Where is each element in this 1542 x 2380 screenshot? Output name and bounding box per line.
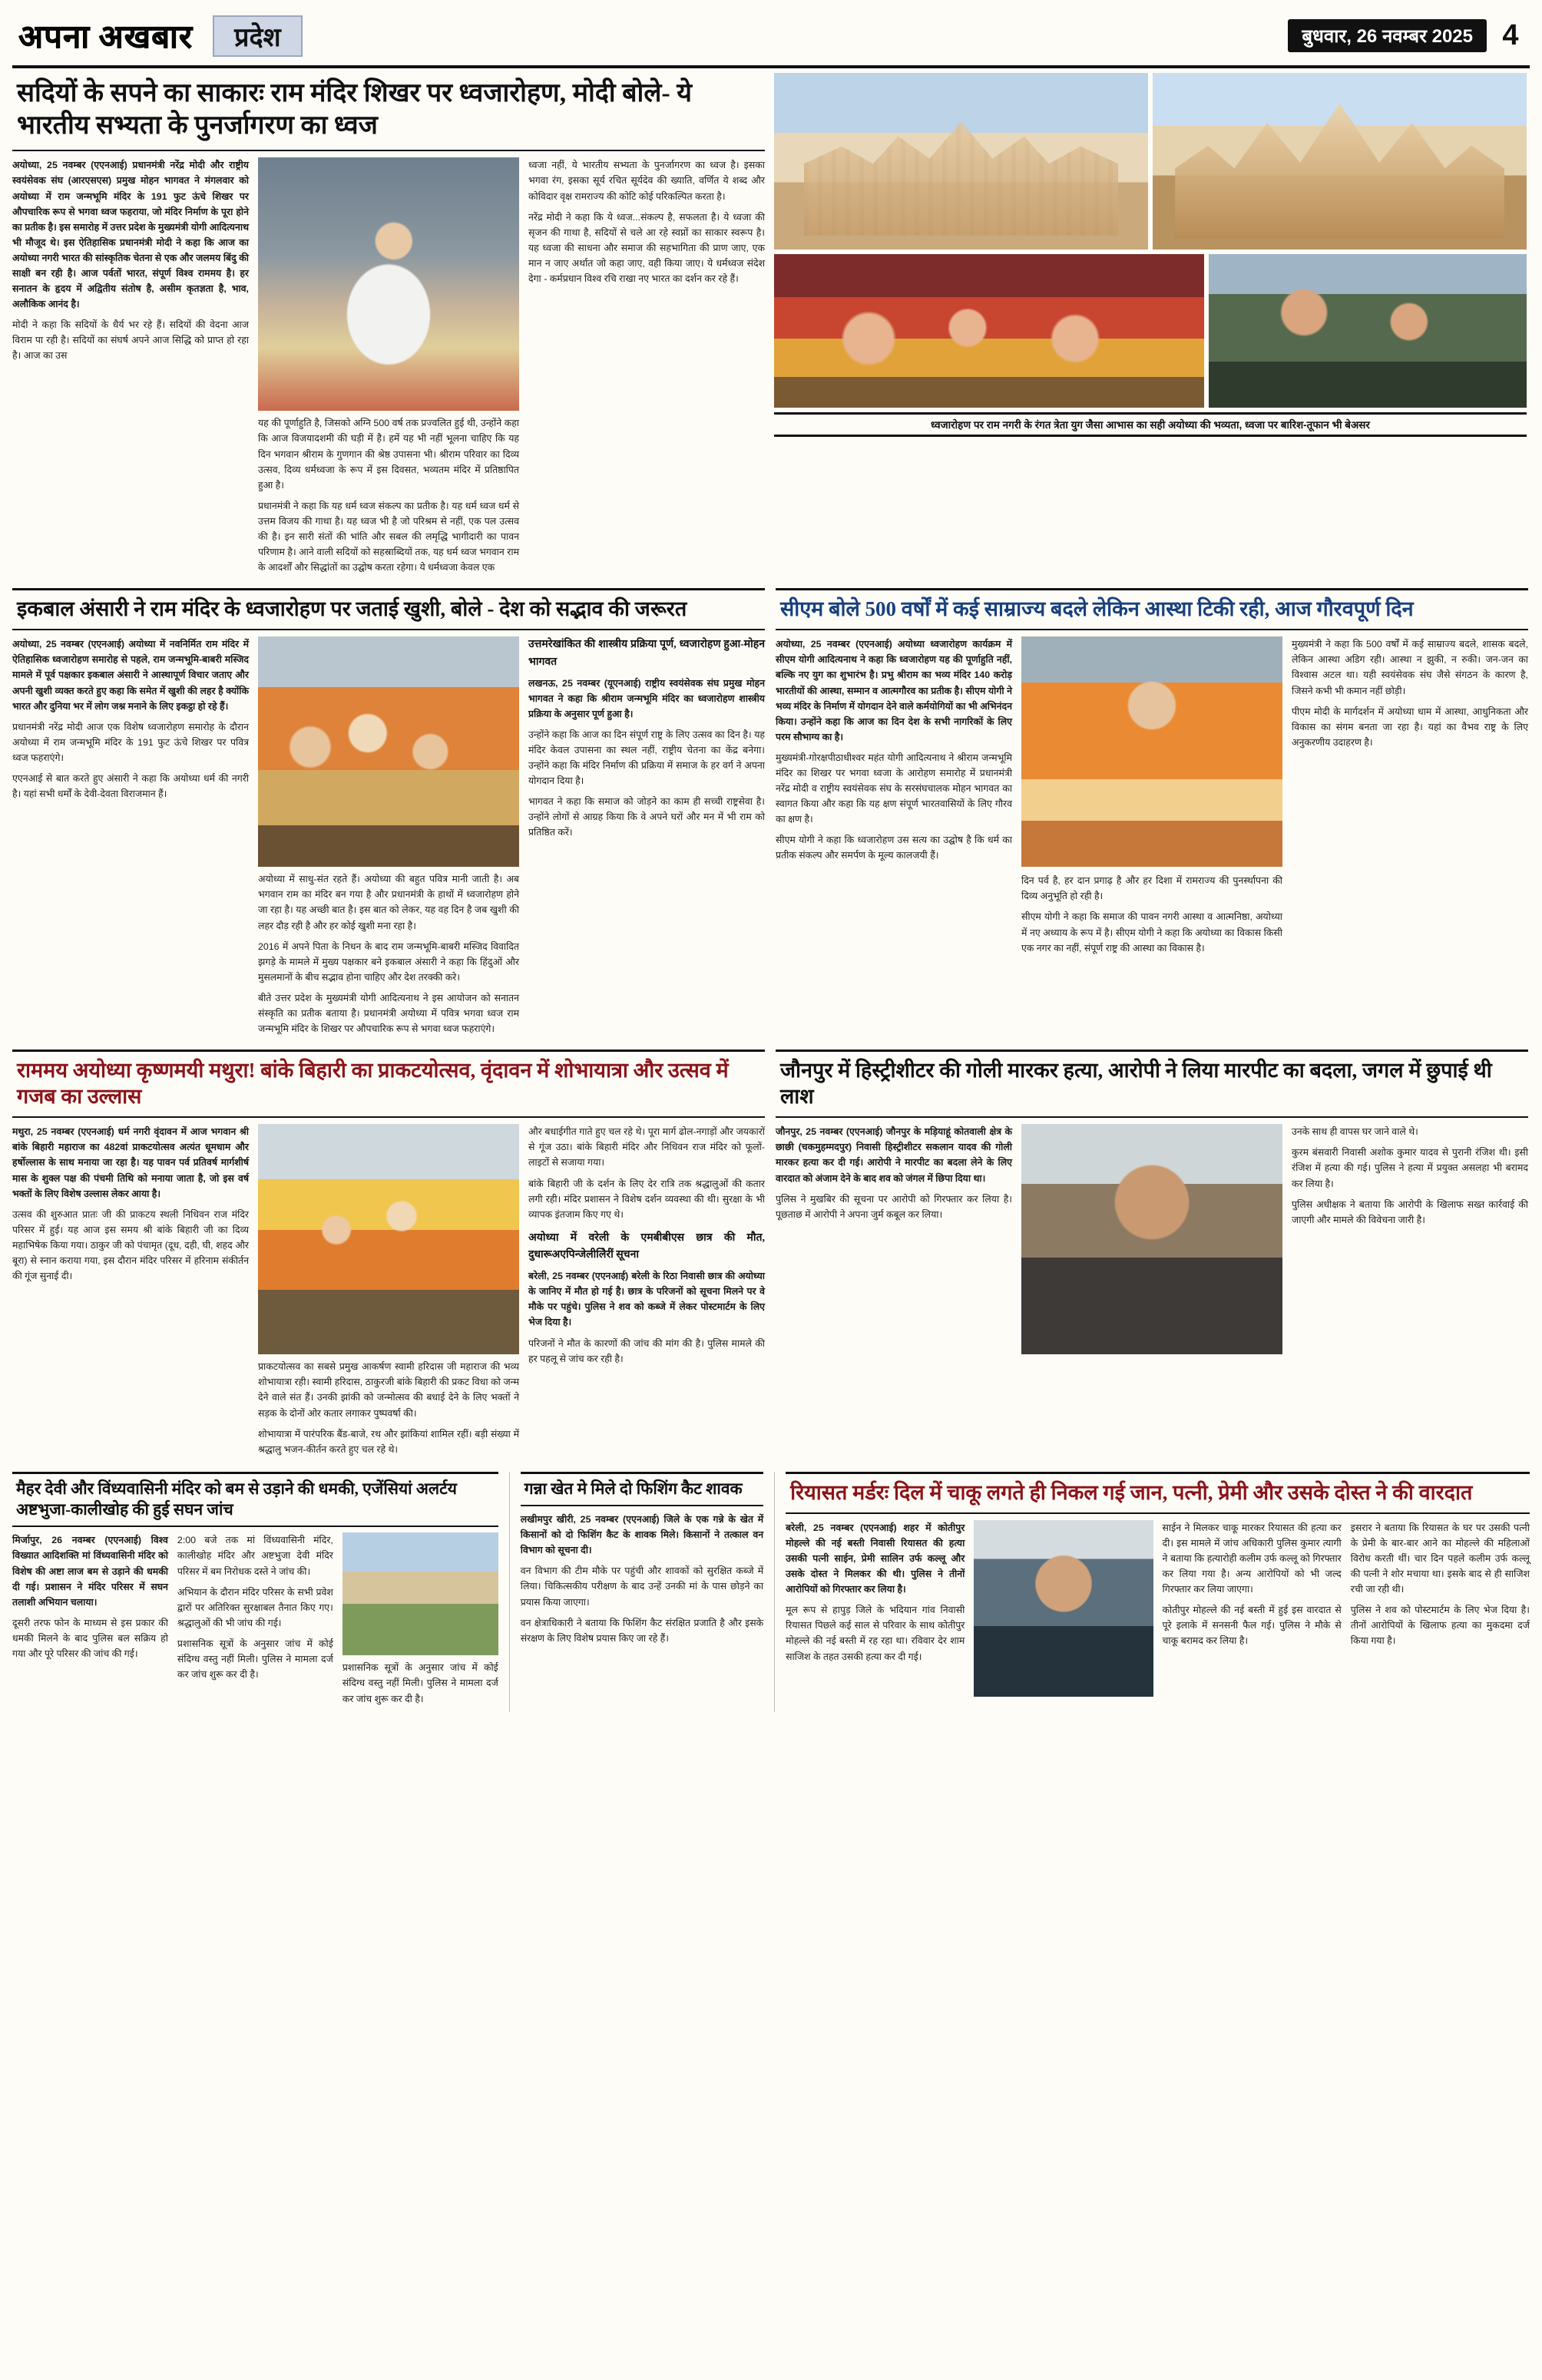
mathura-headline: राममय अयोध्या कृष्णमयी मथुरा! बांके बिहारी का प्राकटयोत्सव, वृंदावन में शोभायात्रा और उत्सव में गजब का उल्लास — [12, 1050, 765, 1118]
photo-grid-top — [774, 73, 1527, 250]
iqbal-headline: इकबाल अंसारी ने राम मंदिर के ध्वजारोहण पर जताई खुशी, बोले - देश को सद्भाव की जरूरत — [12, 588, 765, 630]
paragraph: 2:00 बजे तक मां विंध्यवासिनी मंदिर, कालीखोह मंदिर और अष्टभुजा देवी मंदिर परिसर में बम निरोधक दस्ते ने जांच की। — [177, 1535, 333, 1577]
masthead-left — [18, 14, 303, 58]
iqbal-columns — [12, 636, 765, 1042]
maihar-columns — [12, 1532, 498, 1711]
paragraph: और बधाईगीत गाते हुए चल रहे थे। पूरा मार्ग ढोल-नगाड़ों और जयकारों से गूंज उठा। बांके बिहारी मंदिर और निधिवन राज मंदिर को फूलों-लाइटों से सजाया गया। — [528, 1126, 765, 1169]
paragraph: यह की पूर्णाहुति है, जिसको अग्नि 500 वर्ष तक प्रज्वलित हुई थी, उन्होंने कहा कि आज विजयादशमी की घड़ी में है। हमें यह भी नहीं भूलना चाहिए कि यह दिन भगवान श्रीराम के गुणगान की श्रेष्ठ उपासना भी। श्रीराम परिवार का दिव्य उत्सव, दिव्य धर्मध्वजा के रूप में इस दिवसत, भव्यतम मंदिर में प्रतिष्ठापित हुआ है। — [258, 418, 519, 491]
paragraph: शोभायात्रा में पारंपरिक बैंड-बाजे, रथ और झांकियां शामिल रहीं। बड़ी संख्या में श्रद्धालु भजन-कीर्तन करते हुए चल रहे थे। — [258, 1428, 519, 1455]
paragraph: लखनऊ, 25 नवम्बर (यूएनआई) राष्ट्रीय स्वयंसेवक संघ प्रमुख मोहन भागवत ने कहा कि श्रीराम जन्मभूमि मंदिर का ध्वजारोहण शास्त्रीय प्रक्रिया के अनुसार पूर्ण हुआ है। — [528, 677, 765, 719]
paragraph: लखीमपुर खीरी, 25 नवम्बर (एएनआई) जिले के एक गन्ने के खेत में किसानों को दो फिशिंग कैट के शावक मिले। किसानों ने तत्काल वन विभाग को सूचना दी। — [520, 1514, 764, 1556]
paragraph: मूल रूप से हापुड़ जिले के भदियान गांव निवासी रियासत पिछले कई साल से परिवार के साथ कोतीपुर मोहल्ले की नई बस्ती में रह रहा था। रविवार देर शाम साजिश के तहत उसकी हत्या कर दी गई। — [786, 1605, 965, 1662]
paragraph: मोदी ने कहा कि सदियों के धैर्य भर रहे हैं। सदियों की वेदना आज विराम पा रही है। सदियों का संघर्ष अपने आज सिद्धि को प्राप्त हो रहा है। आज का उस — [12, 319, 249, 362]
paragraph: पीएम मोदी के मार्गदर्शन में अयोध्या धाम में आस्था, आधुनिकता और विकास का संगम बनता जा रहा है। यहां का वैभव राष्ट्र के लिए अनुकरणीय उदाहरण है। — [1292, 706, 1528, 748]
paragraph: प्रशासनिक सूत्रों के अनुसार जांच में कोई संदिग्ध वस्तु नहीं मिली। पुलिस ने मामला दर्ज कर जांच शुरू कर दी है। — [342, 1662, 498, 1704]
bareilly-subhead: अयोध्या में वरेली के एमबीबीएस छात्र की मौत, दुधारूअएपिन्जेलीलिेरीं सूचना — [528, 1231, 765, 1261]
top-story-text-block — [12, 73, 765, 580]
masthead — [12, 11, 1530, 68]
photo-vindhyavasini-temple — [342, 1532, 498, 1655]
column-divider — [509, 1472, 510, 1712]
cm-photo-caption — [1021, 867, 1282, 873]
top-story-columns — [12, 157, 765, 580]
second-band — [12, 588, 1530, 1042]
paragraph: बांके बिहारी जी के दर्शन के लिए देर रात्रि तक श्रद्धालुओं की कतार लगी रही। मंदिर प्रशासन ने विशेष दर्शन व्यवस्था की थी। सुरक्षा के भी व्यापक इंतजाम किए गए थे। — [528, 1178, 765, 1220]
maihar-photo-col — [342, 1532, 498, 1711]
paragraph: अयोध्या, 25 नवम्बर (एएनआई) अयोध्या ध्वजारोहण कार्यक्रम में सीएम योगी आदित्यनाथ ने कहा कि ध्वजारोहण यह की पूर्णाहुति नहीं, बल्कि नए युग का शुभारंभ है। प्रभु श्रीराम का भव्य मंदिर 140 करोड़ भारतीयों की आस्था, सम्मान व आत्मगौरव का प्रतीक है। सीएम योगी ने भव्य मंदिर के निर्माण में योगदान देने वाले कर्मयोगियों का भी अभिनंदन किया। उन्होंने कहा कि आज का दिन देश के सभी नागरिकों के लिए परम सौभाग्य का है। — [776, 639, 1012, 742]
top-story-col-1 — [12, 157, 249, 580]
photo-banke-bihari-procession — [258, 1124, 519, 1354]
mathura-columns — [12, 1124, 765, 1463]
paragraph: एएनआई से बात करते हुए अंसारी ने कहा कि अयोध्या धर्म की नगरी है। यहां सभी धर्मों के देवी-देवता विराजमान हैं। — [12, 773, 249, 800]
photo-pm-modi — [258, 157, 519, 411]
paragraph: वन क्षेत्राधिकारी ने बताया कि फिशिंग कैट संरक्षित प्रजाति है और इसके संरक्षण के लिए विशेष प्रयास किए जा रहे हैं। — [520, 1617, 764, 1644]
top-story — [12, 73, 1530, 580]
column-divider — [774, 1472, 775, 1712]
cm-story — [776, 588, 1528, 1042]
paragraph: उत्सव की शुरुआत प्रातः जी की प्राकटय स्थली निधिवन राज मंदिर परिसर में हुई। यह आज इस समय श्री बांके बिहारी जी का दिव्य महाभिषेक किया गया। ठाकुर जी को पंचामृत (दूध, दही, घी, शहद और बूरा) से स्नान कराया गया, इस दौरान मंदिर परिसर में हरिनाम संकीर्तन की गूंज सुनाई दी। — [12, 1208, 249, 1282]
top-story-headline: सदियों के सपने का साकारः राम मंदिर शिखर पर ध्वजारोहण, मोदी बोले- ये भारतीय सभ्यता के पुनर्जागरण का ध्वज — [12, 73, 765, 151]
top-story-caption: ध्वजारोहण पर राम नगरी के रंगत त्रेता युग जैसा आभास का सही अयोध्या की भव्यता, ध्वजा पर बारिश-तूफान भी बेअसर — [774, 412, 1527, 437]
top-story-col-3 — [528, 157, 765, 580]
paragraph: बीते उत्तर प्रदेश के मुख्यमंत्री योगी आदित्यनाथ ने इस आयोजन को सनातन संस्कृति का प्रतीक बताया है। प्रधानमंत्री अयोध्या में पवित्र भगवा ध्वज राम जन्मभूमि मंदिर के शिखर पर औपचारिक रूप से भगवा ध्वज फहराएंगे। — [258, 992, 519, 1035]
riyasat-photo-col — [974, 1520, 1153, 1697]
paragraph: प्रधानमंत्री ने कहा कि यह धर्म ध्वज संकल्प का प्रतीक है। यह धर्म ध्वज धर्म से उत्तम विजय की गाथा है। यह ध्वज भी है जो परिश्रम से नहीं, एक पल उत्सव की है। इन सारी संतों की भांति और सबल की लमृद्धि भागीदारी का पावन परिणाम है। आने वाली सदियों को सहस्राब्दियों तक, यह धर्म ध्वज भगवान राम के आदर्शों और सिद्धांतों का उद्घोष करता रहेगा। ये धर्मध्वजा केवल एक — [258, 500, 519, 574]
maihar-col-1 — [12, 1532, 168, 1711]
paragraph: परिजनों ने मौत के कारणों की जांच की मांग की है। पुलिस मामले की हर पहलू से जांच कर रही है। — [528, 1337, 765, 1364]
paragraph: दिन पर्व है, हर दान प्रगाढ़ है और हर दिशा में रामराज्य की पुनर्स्थापना की दिव्य अनुभूति हो रही है। — [1021, 875, 1282, 902]
paragraph: भागवत ने कहा कि समाज को जोड़ने का काम ही सच्ची राष्ट्रसेवा है। उन्होंने लोगों से आग्रह किया कि वे अपने घरों और मन में भी राम को प्रतिष्ठित करें। — [528, 796, 765, 838]
bottom-band — [12, 1472, 1530, 1712]
riyasat-col-2 — [1163, 1520, 1342, 1697]
paragraph: पुलिस ने मुखबिर की सूचना पर आरोपी को गिरफ्तार कर लिया है। पूछताछ में आरोपी ने अपना जुर्म कबूल कर लिया। — [776, 1193, 1012, 1220]
riyasat-headline: रियासत मर्डरः दिल में चाकू लगते ही निकल गई जान, पत्नी, प्रेमी और उसके दोस्त ने की वारदात — [786, 1472, 1530, 1514]
paragraph: प्रधानमंत्री नरेंद्र मोदी आज एक विशेष ध्वजारोहण समारोह के दौरान अयोध्या में राम जन्मभूमि मंदिर के 191 फुट ऊंचे शिखर पर पवित्र ध्वज फहराएंगे। — [12, 721, 249, 763]
iqbal-story — [12, 588, 765, 1042]
maihar-headline: मैहर देवी और विंध्यवासिनी मंदिर को बम से उड़ाने की धमकी, एजेंसियां अलर्टय अष्टभुजा-कालीखोह की हुई सघन जांच — [12, 1472, 498, 1528]
paragraph: ध्वजा नहीं, ये भारतीय सभ्यता के पुनर्जागरण का ध्वज है। इसका भगवा रंग, इसका सूर्य रचित सूर्यदेव की ख्याति, वर्णित ये शब्द और कोविदार वृक्ष रामराज्य की कोटि कोई परिकल्पित करता है। — [528, 160, 765, 202]
paragraph: नरेंद्र मोदी ने कहा कि ये ध्वज...संकल्प है, सफलता है। ये ध्वजा की सृजन की गाथा है, सदियों से चले आ रहे स्वप्नों का साकार स्वरूप है। यह ध्वजा की साधना और समाज की सहभागिता की प्राण जाए, एक मान न जाए अर्थात जो कहा जाए, वही किया जाए। ये धर्मध्वज संदेश देगा - कर्मप्रधान विश्व रचि राखा नए भारत का दर्शन कर रहे हैं। — [528, 211, 765, 284]
photo-accused-riyasat-case — [974, 1520, 1153, 1697]
top-story-photo-block — [774, 73, 1527, 580]
iqbal-col-1 — [12, 636, 249, 1042]
mathura-photo-block — [258, 1124, 519, 1463]
masthead-right — [1288, 19, 1524, 52]
paragraph: मुख्यमंत्री-गोरक्षपीठाधीश्वर महंत योगी आदित्यनाथ ने श्रीराम जन्मभूमि मंदिर का शिखर पर भगवा ध्वजा के आरोहण समारोह में प्रधानमंत्री नरेंद्र मोदी व राष्ट्रीय स्वयंसेवक संघ के सरसंघचालक मोहन भागवत का स्वागत किया और कहा कि यह क्षण संपूर्ण भारतवासियों के लिए गौरव का क्षण है। — [776, 752, 1012, 825]
photo-cultural-program — [774, 254, 1204, 408]
photo-security-personnel — [1209, 254, 1527, 408]
riyasat-story — [786, 1472, 1530, 1712]
paper-name: अपना अखबार — [18, 20, 194, 55]
iqbal-col-3 — [528, 636, 765, 1042]
riyasat-columns — [786, 1520, 1530, 1697]
jaunpur-col-3 — [1292, 1124, 1528, 1354]
paragraph: मिर्जापुर, 26 नवम्बर (एएनआई) विश्व विख्यात आदिशक्ति मां विंध्यवासिनी मंदिर को विशेष की अष्टा लाज बम से उड़ाने की धमकी दी गई। प्रशासन ने मंदिर परिसर में सघन तलाशी अभियान चलाया। — [12, 1535, 168, 1608]
photo-grid-bottom — [774, 254, 1527, 408]
paragraph: अयोध्या, 25 नवम्बर (एएनआई) प्रधानमंत्री नरेंद्र मोदी और राष्ट्रीय स्वयंसेवक संघ (आरएसएस) प्रमुख मोहन भागवत ने मंगलवार को अयोध्या में राम जन्मभूमि मंदिर के 191 फुट ऊंचे शिखर पर औपचारिक रूप से भगवा ध्वज फहराया, जो मंदिर निर्माण के पूरा होने का प्रतीक है। इस समारोह में उत्तर प्रदेश के मुख्यमंत्री योगी आदित्यनाथ भी मौजूद थे। इस ऐतिहासिक प्रधानमंत्री मोदी ने कहा कि आज का अयोध्या नगरी भारत की सांस्कृतिक चेतना से एक और जलमय बिंदु की साक्षी बन रही है। आज पर्वतों भारत, संपूर्ण विश्व राममय है। हर सनातन के हृदय में अद्वितीय संतोष है, असीम कृतज्ञता है, भाव, अलौकिक आनंद है। — [12, 160, 249, 310]
cm-col-3 — [1292, 636, 1528, 960]
photo-accused-jaunpur — [1021, 1124, 1282, 1354]
photo-iqbal-ansari-greeting — [258, 636, 519, 867]
ganna-col-1 — [521, 1512, 763, 1646]
cm-col-1 — [776, 636, 1012, 960]
jaunpur-story — [776, 1050, 1528, 1463]
mathura-col-1 — [12, 1124, 249, 1463]
section-tag: प्रदेश — [213, 15, 303, 57]
paragraph: उनके साथ ही वापस घर जाने वाले थे। — [1292, 1126, 1418, 1138]
paragraph: बरेली, 25 नवम्बर (एएनआई) बरेली के रिठा निवासी छात्र की अयोध्या के जानिए में मौत हो गई है। छात्र के परिजनों को सूचना मिलने पर वे मौके पर पहुंचे। पुलिस ने शव को कब्जे में लेकर पोस्टमार्टम के लिए भेज दिया है। — [528, 1271, 765, 1328]
paragraph: साईन ने मिलकर चाकू मारकर रियासत की हत्या कर दी। इस मामले में जांच अधिकारी पुलिस कुमार त्यागी ने बताया कि हत्यारोही कलीम उर्फ कल्लू को गिरफ्तार कर लिया गया है। अन्य आरोपियों को भी जल्द गिरफ्तार कर लिया जाएगा। — [1162, 1522, 1342, 1595]
maihar-col-2 — [177, 1532, 333, 1711]
jaunpur-photo-block — [1021, 1124, 1282, 1354]
ganna-story — [521, 1472, 763, 1712]
riyasat-col-1 — [786, 1520, 965, 1697]
third-band — [12, 1050, 1530, 1463]
top-story-photo-modi — [258, 157, 519, 580]
paragraph: पुलिस अधीक्षक ने बताया कि आरोपी के खिलाफ सख्त कार्रवाई की जाएगी और मामले की विवेचना जारी है। — [1292, 1198, 1528, 1225]
paragraph: मथुरा, 25 नवम्बर (एएनआई) धर्म नगरी वृंदावन में आज भगवान श्री बांके बिहारी महाराज का 482वां प्राकटयोत्सव अत्यंत धूमधाम और हर्षोल्लास के साथ मनाया जा रहा है। यह पावन पर्व प्रतिवर्ष मार्गशीर्ष मास के शुक्ल पक्ष की पंचमी तिथि को मनाया जाता है, जो इस वर्ष भक्तों के लिए विशेष उल्लास लेकर आया है। — [12, 1126, 249, 1199]
paragraph: उन्होंने कहा कि आज का दिन संपूर्ण राष्ट्र के लिए उत्सव का दिन है। यह मंदिर केवल उपासना का स्थल नहीं, राष्ट्रीय चेतना का केंद्र बनेगा। उन्होंने कहा कि मंदिर निर्माण की प्रक्रिया में समाज के हर वर्ग ने अपना योगदान दिया है। — [528, 729, 765, 787]
paragraph: सीएम योगी ने कहा कि समाज की पावन नगरी आस्था व आत्मनिष्ठा, अयोध्या में नए अध्याय के रूप में है। सीएम योगी ने कहा कि अयोध्या का विकास किसी एक नगर का नहीं, संपूर्ण राष्ट्र की आस्था का विकास है। — [1021, 911, 1282, 954]
iqbal-subhead: उत्तमरेखांकित की शास्त्रीय प्रक्रिया पूर्ण, ध्वजारोहण हुआ-मोहन भागवत — [528, 639, 765, 668]
cm-photo-block — [1021, 636, 1282, 960]
cm-columns — [776, 636, 1528, 960]
paragraph: दूसरी तरफ फोन के माध्यम से इस प्रकार की धमकी मिलने के बाद पुलिस बल सक्रिय हो गया और पूरे परिसर की जांच की गई। — [12, 1617, 168, 1660]
paragraph: कुरम बंसवारी निवासी अशोक कुमार यादव से पुरानी रंजिश थी। इसी रंजिश में हत्या की गई। पुलिस ने हत्या में प्रयुक्त असलहा भी बरामद कर लिया है। — [1292, 1147, 1528, 1189]
paragraph: प्रशासनिक सूत्रों के अनुसार जांच में कोई संदिग्ध वस्तु नहीं मिली। पुलिस ने मामला दर्ज कर जांच शुरू कर दी है। — [177, 1638, 333, 1681]
paragraph: 2016 में अपने पिता के निधन के बाद राम जन्मभूमि-बाबरी मस्जिद विवादित झगड़े के मामले में मुख्य पक्षकार बने इकबाल अंसारी ने कहा कि हिंदुओं और मुसलमानों के बीच सद्भाव होना चाहिए और देश तरक्की करे। — [258, 940, 519, 983]
paragraph: पुलिस ने शव को पोस्टमार्टम के लिए भेज दिया है। तीनों आरोपियों के खिलाफ हत्या का मुकदमा दर्ज किया गया है। — [1350, 1605, 1530, 1647]
page-number: 4 — [1502, 19, 1519, 51]
paragraph: बरेली, 25 नवम्बर (एएनआई) शहर में कोतीपुर मोहल्ले की नई बस्ती निवासी रियासत की हत्या उसकी पत्नी साईन, प्रेमी सालिन उर्फ कल्लू और उसके दोस्त ने मिलकर की थी। पुलिस ने तीनों आरोपियों को गिरफ्तार कर लिया है। — [786, 1522, 965, 1595]
paragraph: अयोध्या, 25 नवम्बर (एएनआई) अयोध्या में नवनिर्मित राम मंदिर में ऐतिहासिक ध्वजारोहण समारोह से पहले, राम जन्मभूमि-बाबरी मस्जिद मामले में पूर्व पक्षकार इकबाल अंसारी ने आस्थापूर्ण विचार जताए और अपनी खुशी व्यक्त करते हुए कहा कि समेत में खुशी की लहर है क्योंकि भारत और दुनिया भर में लोग जश्न मनाने के लिए इकट्ठा हो रहे हैं। — [12, 639, 249, 712]
paragraph: सीएम योगी ने कहा कि ध्वजारोहण उस सत्य का उद्घोष है कि धर्म का प्रतीक संकल्प और समर्पण के मूल्य कालजयी हैं। — [776, 835, 1012, 861]
riyasat-col-3 — [1351, 1520, 1530, 1697]
paragraph: अभियान के दौरान मंदिर परिसर के सभी प्रवेश द्वारों पर अतिरिक्त सुरक्षाबल तैनात किए गए। श्रद्धालुओं की भी जांच की गई। — [177, 1586, 333, 1628]
ganna-headline: गन्ना खेत मे मिले दो फिशिंग कैट शावक — [521, 1472, 763, 1506]
iqbal-photo-block — [258, 636, 519, 1042]
paragraph: जौनपुर, 25 नवम्बर (एएनआई) जौनपुर के मड़ियाहूं कोतवाली क्षेत्र के छाछी (चकमुहम्मदपुर) निवासी हिस्ट्रीशीटर सकलान यादव की गोली मारकर हत्या कर दी गई। आरोपी ने मारपीट का बदला लेने के लिए वारदात को अंजाम देने के बाद शव को जंगल में छिपा दिया था। — [776, 1126, 1012, 1184]
jaunpur-col-1 — [776, 1124, 1012, 1354]
jaunpur-headline: जौनपुर में हिस्ट्रीशीटर की गोली मारकर हत्या, आरोपी ने लिया मारपीट का बदला, जगल में छुपाई थी लाश — [776, 1050, 1528, 1118]
publication-date: बुधवार, 26 नवम्बर 2025 — [1288, 19, 1487, 52]
page-footer-space — [12, 1712, 1530, 1720]
paragraph: इसरार ने बताया कि रियासत के घर पर उसकी पत्नी के प्रेमी के बार-बार आने का मोहल्ले की महिलाओं विरोध करती थीं। चार दिन पहले कलीम उर्फ कल्लू की पत्नी ने शोर मचाया था। इसके बाद से ही साजिश रची जा रही थी। — [1350, 1522, 1530, 1595]
maihar-story — [12, 1472, 498, 1712]
paragraph: प्राकटयोत्सव का सबसे प्रमुख आकर्षण स्वामी हरिदास जी महाराज की भव्य शोभायात्रा रही। स्वामी हरिदास, ठाकुरजी बांके बिहारी की प्रकट विधा को जन्म देने वाले संत हैं। उनकी झांकी को जन्मोत्सव की बधाई देने के लिए भक्तों ने सड़क के दोनों ओर कतार लगाकर पुष्पवर्षा की। — [258, 1361, 519, 1419]
mathura-story — [12, 1050, 765, 1463]
photo-cm-yogi-adityanath — [1021, 636, 1282, 867]
cm-headline: सीएम बोले 500 वर्षों में कई साम्राज्य बदले लेकिन आस्था टिकी रही, आज गौरवपूर्ण दिन — [776, 588, 1528, 630]
paragraph: वन विभाग की टीम मौके पर पहुंची और शावकों को सुरक्षित कब्जे में लिया। चिकित्सकीय परीक्षण के बाद उन्हें उनकी मां के पास छोड़ने का प्रयास किया जाएगा। — [520, 1565, 764, 1608]
mathura-col-3 — [528, 1124, 765, 1463]
paragraph: कोतीपुर मोहल्ले की नई बस्ती में हुई इस वारदात से पूरे इलाके में सनसनी फैल गई। पुलिस ने मौके से चाकू बरामद कर लिया है। — [1162, 1605, 1342, 1647]
jaunpur-columns — [776, 1124, 1528, 1354]
photo-ram-temple-shikhar — [1153, 73, 1527, 250]
paragraph: मुख्यमंत्री ने कहा कि 500 वर्षों में कई साम्राज्य बदले, शासक बदले, लेकिन आस्था अडिग रही। आस्था न झुकी, न रुकी। जन-जन का विश्वास अटल था। यही स्वयंसेवक संघ जैसे संगठन के कारण है, जिसने कभी भी कमान नहीं छोड़ी। — [1292, 639, 1528, 696]
photo-ram-temple-day — [774, 73, 1148, 250]
paragraph: अयोध्या में साधु-संत रहते हैं। अयोध्या की बहुत पवित्र मानी जाती है। अब भगवान राम का मंदिर बन गया है और प्रधानमंत्री के हाथों में ध्वजारोहण होने जा रहा है। यह अच्छी बात है। इस बात को लेकर, यह वह दिन है जब खुशी की लहर दौड़ रही है और हर कोई खुशी मना रहा है। — [258, 874, 519, 931]
